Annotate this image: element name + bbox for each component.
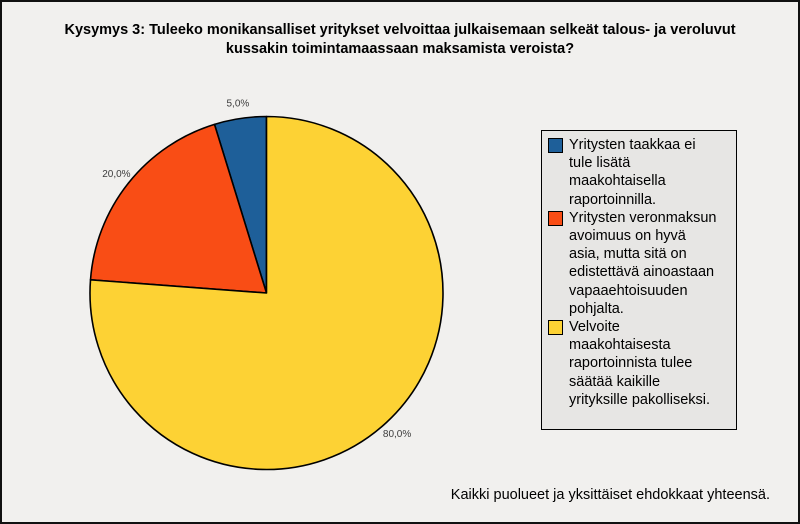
legend-swatch-1 bbox=[548, 211, 563, 226]
legend-swatch-0 bbox=[548, 138, 563, 153]
chart-title-line-1: Kysymys 3: Tuleeko monikansalliset yritykset velvoittaa julkaisemaan selkeät talous- ja veroluvut bbox=[64, 22, 736, 38]
footnote: Kaikki puolueet ja yksittäiset ehdokkaat yhteensä. bbox=[450, 487, 770, 503]
legend-label-1: Yritysten veronmaksun avoimuus on hyvä asia, mutta sitä on edistettävä ainoastaan vapaaehtoisuuden pohjalta. bbox=[569, 209, 717, 317]
legend-item-0 bbox=[548, 136, 736, 209]
legend-item-1 bbox=[548, 209, 736, 318]
legend-item-2 bbox=[548, 318, 736, 409]
pie-slice-value-label-2: 80,0% bbox=[382, 429, 412, 441]
pie-slice-value-label-0: 5,0% bbox=[226, 98, 250, 110]
chart-title-line-2: kussakin toimintamaassaan maksamista veroista? bbox=[225, 41, 575, 57]
legend-box bbox=[541, 130, 737, 430]
pie-slice-value-label-1: 20,0% bbox=[102, 168, 131, 180]
legend-label-2: Velvoite maakohtaisesta raportoinnista tulee säätää kaikille yrityksille pakolliseksi. bbox=[569, 319, 711, 408]
legend-label-0: Yritysten taakkaa ei tule lisätä maakohtaisella raportoinnilla. bbox=[569, 137, 696, 208]
legend-swatch-2 bbox=[548, 320, 563, 335]
